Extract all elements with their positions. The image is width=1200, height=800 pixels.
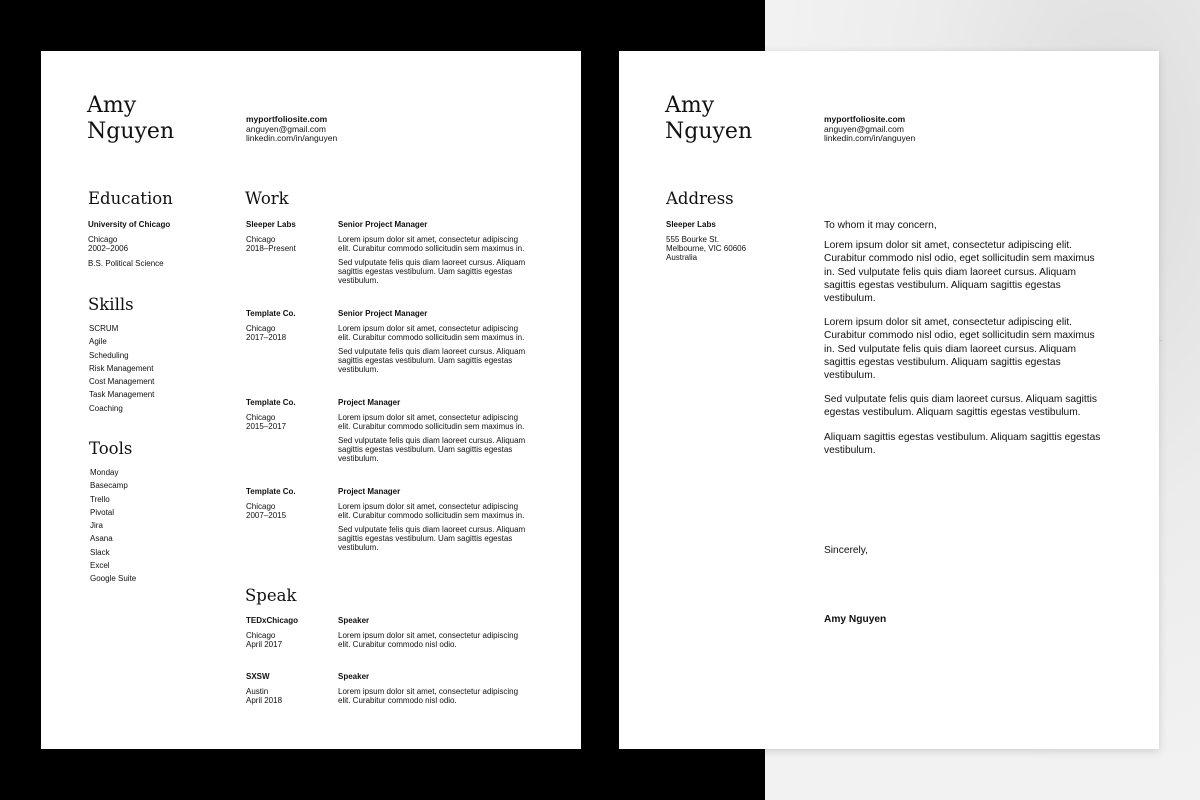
- speak-entry: [246, 672, 282, 705]
- job-description: Lorem ipsum dolor sit amet, consectetur adipiscing elit. Curabitur commodo sollicitudin sem maximus in.: [338, 324, 525, 342]
- company: Template Co.: [246, 309, 296, 318]
- speak-detail: [338, 672, 523, 705]
- last-name: Nguyen: [87, 119, 175, 144]
- work-heading: Work: [245, 189, 289, 208]
- linkedin: linkedin.com/in/anguyen: [246, 133, 338, 143]
- job-description: Sed vulputate felis quis diam laoreet cursus. Aliquam sagittis egestas vestibulum. Uam sagittis egestas vestibulum.: [338, 436, 526, 463]
- list-item: Agile: [89, 337, 107, 347]
- speak-description: Lorem ipsum dolor sit amet, consectetur adipiscing elit. Curabitur commodo nisl odio.: [338, 687, 519, 705]
- list-item: Trello: [90, 494, 110, 504]
- work-entry: [246, 220, 296, 253]
- job-description: Lorem ipsum dolor sit amet, consectetur adipiscing elit. Curabitur commodo sollicitudin sem maximus in.: [338, 502, 525, 520]
- letter-contact: [824, 115, 915, 144]
- letter-paragraph: Lorem ipsum dolor sit amet, consectetur adipiscing elit. Curabitur commodo nisl odio, eget sollicitudin sem maximus in. Sed vulputate felis quis diam laoreet cursus. Aliquam sagittis egestas vestibulum. Aliquam sagittis egestas vestibulum.: [824, 240, 1095, 305]
- speak-detail: [338, 616, 523, 649]
- closing: Sincerely,: [824, 545, 868, 556]
- company: Template Co.: [246, 487, 296, 496]
- letter-paragraph: Aliquam sagittis egestas vestibulum. Aliquam sagittis egestas vestibulum.: [824, 431, 1101, 456]
- work-detail: [338, 398, 528, 463]
- speak-description: Lorem ipsum dolor sit amet, consectetur adipiscing elit. Curabitur commodo nisl odio.: [338, 631, 519, 649]
- job-location: Chicago: [246, 413, 276, 422]
- skills-list: [89, 322, 154, 415]
- letter-body: [824, 219, 1104, 457]
- work-detail: [338, 309, 528, 374]
- list-item: Excel: [90, 561, 110, 571]
- resume-page: [41, 51, 581, 749]
- email: anguyen@gmail.com: [824, 123, 904, 134]
- event: TEDxChicago: [246, 616, 299, 625]
- letter-name: [665, 93, 752, 145]
- website: myportfoliosite.com: [246, 114, 328, 124]
- list-item: Google Suite: [90, 574, 137, 584]
- list-item: Cost Management: [89, 377, 155, 387]
- education-heading: Education: [88, 189, 173, 208]
- greeting: To whom it may concern,: [824, 220, 937, 231]
- company: Sleeper Labs: [246, 220, 296, 229]
- event-date: April 2018: [246, 696, 283, 705]
- list-item: Jira: [90, 521, 103, 531]
- list-item: Scheduling: [89, 350, 129, 360]
- signature: Amy Nguyen: [824, 614, 887, 625]
- degree: B.S. Political Science: [88, 259, 164, 268]
- list-item: Asana: [90, 534, 113, 544]
- address-city: Melbourne, VIC 60606: [666, 244, 747, 253]
- job-years: 2017–2018: [246, 333, 287, 342]
- address-street: 555 Bourke St.: [666, 235, 719, 244]
- cover-letter-page: [619, 51, 1159, 749]
- speak-role: Speaker: [338, 616, 370, 625]
- work-detail: [338, 487, 528, 552]
- school: University of Chicago: [88, 220, 171, 229]
- work-entry: [246, 487, 296, 520]
- job-location: Chicago: [246, 502, 276, 511]
- job-title: Senior Project Manager: [338, 220, 428, 229]
- address-country: Australia: [666, 253, 698, 262]
- company: Template Co.: [246, 398, 296, 407]
- work-detail: [338, 220, 528, 285]
- job-description: Sed vulputate felis quis diam laoreet cursus. Aliquam sagittis egestas vestibulum. Uam sagittis egestas vestibulum.: [338, 525, 526, 552]
- letter-paragraph: Sed vulputate felis quis diam laoreet cursus. Aliquam sagittis egestas vestibulum. Aliquam sagittis egestas vestibulum.: [824, 394, 1097, 419]
- resume-contact: [246, 115, 337, 144]
- list-item: Coaching: [89, 403, 123, 413]
- list-item: Pivotal: [90, 507, 115, 517]
- job-years: 2018–Present: [246, 244, 296, 253]
- event-date: April 2017: [246, 640, 283, 649]
- event-location: Chicago: [246, 631, 276, 640]
- list-item: SCRUM: [89, 324, 119, 333]
- job-location: Chicago: [246, 235, 276, 244]
- work-entry: [246, 398, 296, 431]
- job-years: 2015–2017: [246, 422, 287, 431]
- address-company: Sleeper Labs: [666, 220, 716, 229]
- education-block: [88, 220, 170, 268]
- job-description: Lorem ipsum dolor sit amet, consectetur adipiscing elit. Curabitur commodo sollicitudin sem maximus in.: [338, 235, 525, 253]
- speak-heading: Speak: [245, 586, 297, 605]
- event: SXSW: [246, 672, 270, 681]
- school-years: 2002–2006: [88, 244, 129, 253]
- job-years: 2007–2015: [246, 511, 287, 520]
- tools-list: [90, 466, 136, 586]
- skills-heading: Skills: [88, 295, 134, 314]
- job-description: Sed vulputate felis quis diam laoreet cursus. Aliquam sagittis egestas vestibulum. Uam sagittis egestas vestibulum.: [338, 347, 526, 374]
- list-item: Basecamp: [90, 481, 128, 491]
- letter-paragraph: Lorem ipsum dolor sit amet, consectetur adipiscing elit. Curabitur commodo nisl odio, eget sollicitudin sem maximus in. Sed vulputate felis quis diam laoreet cursus. Aliquam sagittis egestas vestibulum. Aliquam sagittis egestas vestibulum.: [824, 317, 1095, 382]
- list-item: Risk Management: [89, 363, 154, 373]
- job-description: Lorem ipsum dolor sit amet, consectetur adipiscing elit. Curabitur commodo sollicitudin sem maximus in.: [338, 413, 525, 431]
- last-name: Nguyen: [665, 119, 753, 144]
- address-block: [666, 220, 746, 262]
- list-item: Slack: [90, 547, 110, 557]
- first-name: Amy: [87, 93, 137, 118]
- job-location: Chicago: [246, 324, 276, 333]
- resume-name: [87, 93, 174, 145]
- list-item: Monday: [90, 468, 119, 477]
- email: anguyen@gmail.com: [246, 123, 326, 134]
- event-location: Austin: [246, 687, 269, 696]
- linkedin: linkedin.com/in/anguyen: [824, 133, 916, 143]
- job-title: Project Manager: [338, 487, 401, 496]
- address-heading: Address: [666, 189, 734, 208]
- school-location: Chicago: [88, 235, 118, 244]
- list-item: Task Management: [89, 390, 155, 400]
- speak-entry: [246, 616, 298, 649]
- job-title: Project Manager: [338, 398, 401, 407]
- job-title: Senior Project Manager: [338, 309, 428, 318]
- work-entry: [246, 309, 296, 342]
- tools-heading: Tools: [89, 439, 133, 458]
- first-name: Amy: [665, 93, 715, 118]
- job-description: Sed vulputate felis quis diam laoreet cursus. Aliquam sagittis egestas vestibulum. Uam sagittis egestas vestibulum.: [338, 258, 526, 285]
- website: myportfoliosite.com: [824, 114, 906, 124]
- speak-role: Speaker: [338, 672, 370, 681]
